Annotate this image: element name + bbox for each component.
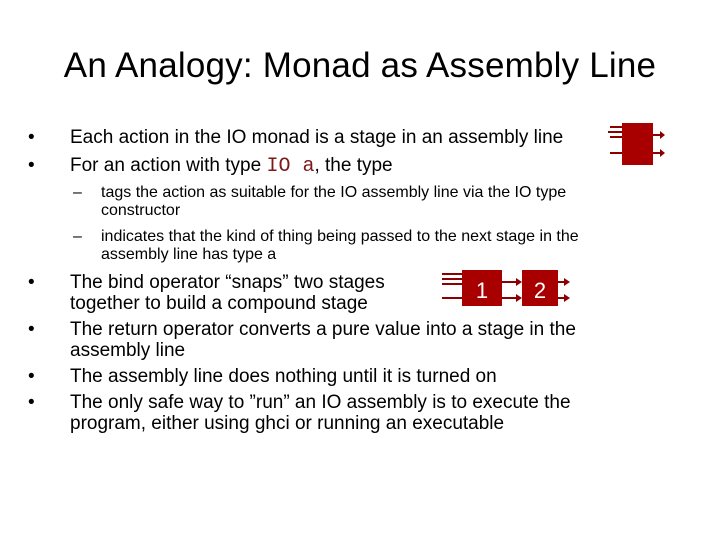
sub-bullet-dash: – — [73, 228, 82, 245]
sub-bullet-text: tags the action as suitable for the IO assembly line via the IO type constructor — [101, 184, 567, 219]
bullet-text: The only safe way to ”run” an IO assembly is to execute the program, either using ghci or running an executable — [70, 392, 571, 434]
bullet-text: , the type — [314, 155, 393, 176]
compound-stage-diagram — [440, 270, 572, 312]
input-lines-icon — [442, 274, 462, 298]
bullet-text: Each action in the IO monad is a stage in an assembly line — [70, 127, 564, 148]
stage-2-label: 2 — [533, 278, 547, 303]
bullet-dot: • — [28, 392, 35, 413]
bullet-item — [28, 155, 610, 178]
bullet-dot: • — [28, 155, 35, 176]
stage-box — [622, 123, 653, 165]
bullet-item — [28, 366, 630, 387]
bullet-item — [28, 392, 630, 434]
bullet-item — [28, 319, 630, 361]
sub-bullet-dash: – — [73, 184, 82, 201]
output-arrows-icon — [558, 278, 570, 302]
bullet-text: The bind operator “snaps” two stages together to build a compound stage — [70, 272, 385, 314]
single-stage-diagram — [606, 118, 666, 168]
input-lines-icon — [608, 127, 624, 153]
bullet-dot: • — [28, 272, 35, 293]
bullet-dot: • — [28, 319, 35, 340]
sub-bullet-item — [73, 228, 631, 264]
bullet-item — [28, 272, 415, 314]
sub-bullet-item — [73, 184, 601, 220]
bullet-text: The assembly line does nothing until it is turned on — [70, 366, 497, 387]
stage-1-label: 1 — [475, 278, 489, 303]
bullet-dot: • — [28, 127, 35, 148]
bullet-text: The return operator converts a pure value into a stage in the assembly line — [70, 319, 576, 361]
bullet-text: For an action with type — [70, 155, 267, 176]
bullet-dot: • — [28, 366, 35, 387]
bullet-item — [28, 127, 610, 148]
code-type: IO a — [266, 155, 315, 178]
sub-bullet-text: indicates that the kind of thing being passed to the next stage in the assembly line has type a — [101, 228, 579, 263]
slide-title: An Analogy: Monad as Assembly Line — [63, 46, 657, 85]
connector-arrows-icon — [502, 278, 522, 302]
output-arrows-icon — [653, 131, 665, 157]
